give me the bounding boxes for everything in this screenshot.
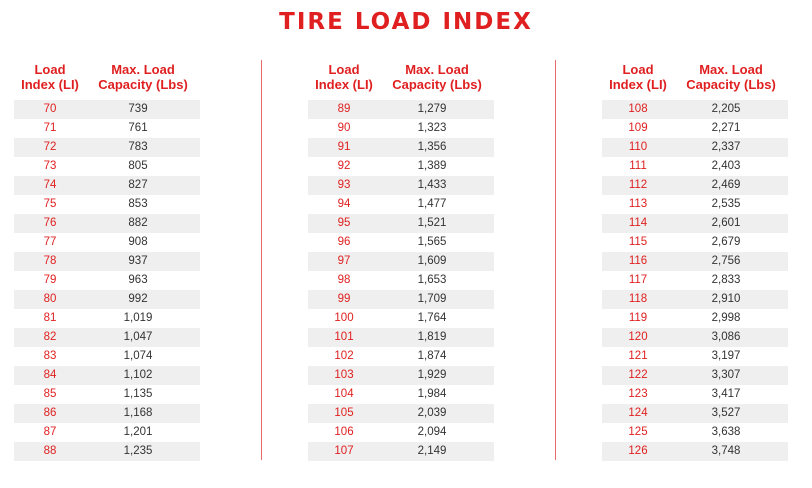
capacity-cell: 1,609 (417, 255, 447, 267)
capacity-cell: 2,403 (711, 160, 741, 172)
table-row (602, 328, 788, 347)
load-index-cell: 122 (628, 369, 648, 381)
table-row (602, 290, 788, 309)
table-row (14, 195, 200, 214)
capacity-cell: 1,356 (417, 141, 447, 153)
capacity-header: Max. Load Capacity (Lbs) (392, 62, 482, 92)
table-row (602, 176, 788, 195)
table-row (14, 176, 200, 195)
load-index-cell: 111 (629, 160, 647, 172)
capacity-cell: 992 (128, 293, 148, 305)
table-row (308, 404, 494, 423)
load-index-cell: 97 (337, 255, 351, 267)
column-divider (261, 60, 262, 460)
capacity-cell: 1,135 (123, 388, 153, 400)
load-index-header: Load Index (LI) (609, 62, 667, 92)
table-row (602, 404, 788, 423)
table-row (14, 404, 200, 423)
table-row (602, 138, 788, 157)
table-row (308, 328, 494, 347)
table-row (14, 442, 200, 461)
table-row (602, 271, 788, 290)
column-divider (555, 60, 556, 460)
load-index-cell: 95 (337, 217, 351, 229)
capacity-cell: 908 (128, 236, 148, 248)
load-index-cell: 73 (43, 160, 57, 172)
load-index-cell: 102 (334, 350, 354, 362)
capacity-cell: 882 (128, 217, 148, 229)
table-row (14, 290, 200, 309)
table-row (14, 233, 200, 252)
capacity-cell: 2,271 (711, 122, 741, 134)
load-index-cell: 81 (43, 312, 57, 324)
capacity-cell: 1,074 (123, 350, 153, 362)
table-row (308, 385, 494, 404)
load-index-cell: 90 (337, 122, 351, 134)
load-index-cell: 79 (43, 274, 57, 286)
table-column-1 (14, 62, 200, 461)
capacity-cell: 1,521 (417, 217, 447, 229)
load-index-header: Load Index (LI) (21, 62, 79, 92)
load-index-cell: 109 (628, 122, 648, 134)
load-index-cell: 83 (43, 350, 57, 362)
load-index-cell: 120 (628, 331, 648, 343)
table-row (308, 442, 494, 461)
load-index-cell: 105 (334, 407, 354, 419)
capacity-cell: 3,748 (711, 445, 741, 457)
load-index-cell: 121 (628, 350, 648, 362)
capacity-cell: 3,307 (711, 369, 741, 381)
load-index-cell: 87 (43, 426, 57, 438)
load-index-cell: 96 (337, 236, 351, 248)
capacity-cell: 1,477 (417, 198, 447, 210)
load-index-cell: 92 (337, 160, 351, 172)
load-index-cell: 78 (43, 255, 57, 267)
table-row (14, 138, 200, 157)
capacity-cell: 1,323 (417, 122, 447, 134)
table-row (602, 423, 788, 442)
capacity-cell: 827 (128, 179, 148, 191)
load-index-cell: 86 (43, 407, 57, 419)
table-row (308, 100, 494, 119)
table-row (602, 309, 788, 328)
capacity-cell: 3,527 (711, 407, 741, 419)
table-row (308, 157, 494, 176)
load-index-header: Load Index (LI) (315, 62, 373, 92)
table-row (14, 366, 200, 385)
capacity-cell: 1,433 (417, 179, 447, 191)
load-index-cell: 72 (43, 141, 57, 153)
table-row (602, 347, 788, 366)
load-index-cell: 114 (628, 217, 648, 229)
capacity-cell: 2,833 (711, 274, 741, 286)
table-row (602, 119, 788, 138)
load-index-cell: 71 (43, 122, 57, 134)
load-index-cell: 100 (334, 312, 354, 324)
capacity-cell: 2,469 (711, 179, 741, 191)
load-index-cell: 103 (334, 369, 354, 381)
capacity-cell: 1,984 (417, 388, 447, 400)
load-index-cell: 115 (628, 236, 648, 248)
capacity-cell: 1,168 (123, 407, 153, 419)
load-index-cell: 84 (43, 369, 57, 381)
load-index-cell: 108 (628, 103, 648, 115)
load-index-cell: 106 (334, 426, 354, 438)
table-row (308, 366, 494, 385)
table-row (308, 119, 494, 138)
capacity-cell: 2,535 (711, 198, 741, 210)
capacity-cell: 1,709 (417, 293, 447, 305)
load-index-cell: 104 (334, 388, 354, 400)
capacity-cell: 761 (128, 122, 148, 134)
table-row (14, 119, 200, 138)
table-row (14, 157, 200, 176)
table-row (308, 233, 494, 252)
table-row (308, 176, 494, 195)
load-index-cell: 80 (43, 293, 57, 305)
load-index-cell: 116 (628, 255, 648, 267)
table-row (308, 252, 494, 271)
capacity-cell: 1,019 (123, 312, 153, 324)
table-row (14, 309, 200, 328)
capacity-cell: 3,197 (711, 350, 741, 362)
table-row (14, 347, 200, 366)
capacity-cell: 2,205 (711, 103, 741, 115)
load-index-cell: 119 (628, 312, 648, 324)
capacity-cell: 963 (128, 274, 148, 286)
load-index-cell: 70 (43, 103, 57, 115)
table-row (14, 423, 200, 442)
capacity-header: Max. Load Capacity (Lbs) (98, 62, 188, 92)
load-index-cell: 98 (337, 274, 351, 286)
capacity-cell: 2,998 (711, 312, 741, 324)
load-index-cell: 76 (43, 217, 57, 229)
load-index-cell: 93 (337, 179, 351, 191)
table-header (602, 62, 788, 95)
capacity-cell: 1,201 (123, 426, 153, 438)
table-rows (602, 100, 788, 461)
capacity-cell: 2,601 (711, 217, 741, 229)
load-index-cell: 88 (43, 445, 57, 457)
capacity-cell: 739 (128, 103, 148, 115)
load-index-cell: 74 (43, 179, 57, 191)
table-row (602, 157, 788, 176)
table-row (308, 309, 494, 328)
load-index-cell: 110 (628, 141, 648, 153)
table-row (14, 385, 200, 404)
capacity-cell: 3,086 (711, 331, 741, 343)
table-rows (14, 100, 200, 461)
capacity-cell: 1,929 (417, 369, 447, 381)
table-row (14, 252, 200, 271)
load-index-cell: 94 (337, 198, 351, 210)
load-index-cell: 113 (628, 198, 648, 210)
table-row (602, 442, 788, 461)
load-index-cell: 124 (628, 407, 648, 419)
capacity-cell: 2,756 (711, 255, 741, 267)
table-row (308, 195, 494, 214)
load-index-cell: 123 (628, 388, 648, 400)
capacity-cell: 2,679 (711, 236, 741, 248)
table-row (14, 271, 200, 290)
load-index-cell: 118 (628, 293, 648, 305)
capacity-cell: 2,149 (417, 445, 447, 457)
capacity-cell: 1,235 (123, 445, 153, 457)
table-row (308, 271, 494, 290)
load-index-cell: 99 (337, 293, 351, 305)
table-header (308, 62, 494, 95)
capacity-cell: 1,653 (417, 274, 447, 286)
capacity-cell: 937 (128, 255, 148, 267)
capacity-header: Max. Load Capacity (Lbs) (686, 62, 776, 92)
table-column-2 (308, 62, 494, 461)
capacity-cell: 2,910 (711, 293, 741, 305)
table-row (602, 214, 788, 233)
load-index-cell: 82 (43, 331, 57, 343)
load-index-cell: 117 (628, 274, 648, 286)
capacity-cell: 783 (128, 141, 148, 153)
capacity-cell: 3,417 (711, 388, 741, 400)
table-row (308, 214, 494, 233)
capacity-cell: 1,565 (417, 236, 447, 248)
load-index-cell: 107 (334, 445, 354, 457)
capacity-cell: 2,094 (417, 426, 447, 438)
table-row (602, 100, 788, 119)
table-row (308, 138, 494, 157)
table-row (14, 214, 200, 233)
capacity-cell: 1,279 (417, 103, 447, 115)
table-row (602, 252, 788, 271)
capacity-cell: 1,389 (417, 160, 447, 172)
load-index-cell: 89 (337, 103, 351, 115)
table-row (308, 290, 494, 309)
capacity-cell: 1,047 (123, 331, 153, 343)
page-title: TIRE LOAD INDEX (279, 9, 533, 35)
table-row (308, 347, 494, 366)
capacity-cell: 2,039 (417, 407, 447, 419)
load-index-cell: 112 (628, 179, 648, 191)
capacity-cell: 805 (128, 160, 148, 172)
table-rows (308, 100, 494, 461)
table-row (14, 100, 200, 119)
load-index-cell: 77 (43, 236, 57, 248)
load-index-cell: 91 (337, 141, 351, 153)
capacity-cell: 1,874 (417, 350, 447, 362)
load-index-cell: 125 (628, 426, 648, 438)
table-row (602, 195, 788, 214)
load-index-cell: 126 (628, 445, 648, 457)
load-index-cell: 75 (43, 198, 57, 210)
table-row (308, 423, 494, 442)
table-row (602, 366, 788, 385)
capacity-cell: 853 (128, 198, 148, 210)
table-header (14, 62, 200, 95)
capacity-cell: 3,638 (711, 426, 741, 438)
capacity-cell: 1,102 (123, 369, 153, 381)
load-index-cell: 101 (334, 331, 354, 343)
capacity-cell: 2,337 (711, 141, 741, 153)
table-row (602, 385, 788, 404)
table-row (602, 233, 788, 252)
table-row (14, 328, 200, 347)
capacity-cell: 1,764 (417, 312, 447, 324)
load-index-cell: 85 (43, 388, 57, 400)
capacity-cell: 1,819 (417, 331, 447, 343)
table-column-3 (602, 62, 788, 461)
